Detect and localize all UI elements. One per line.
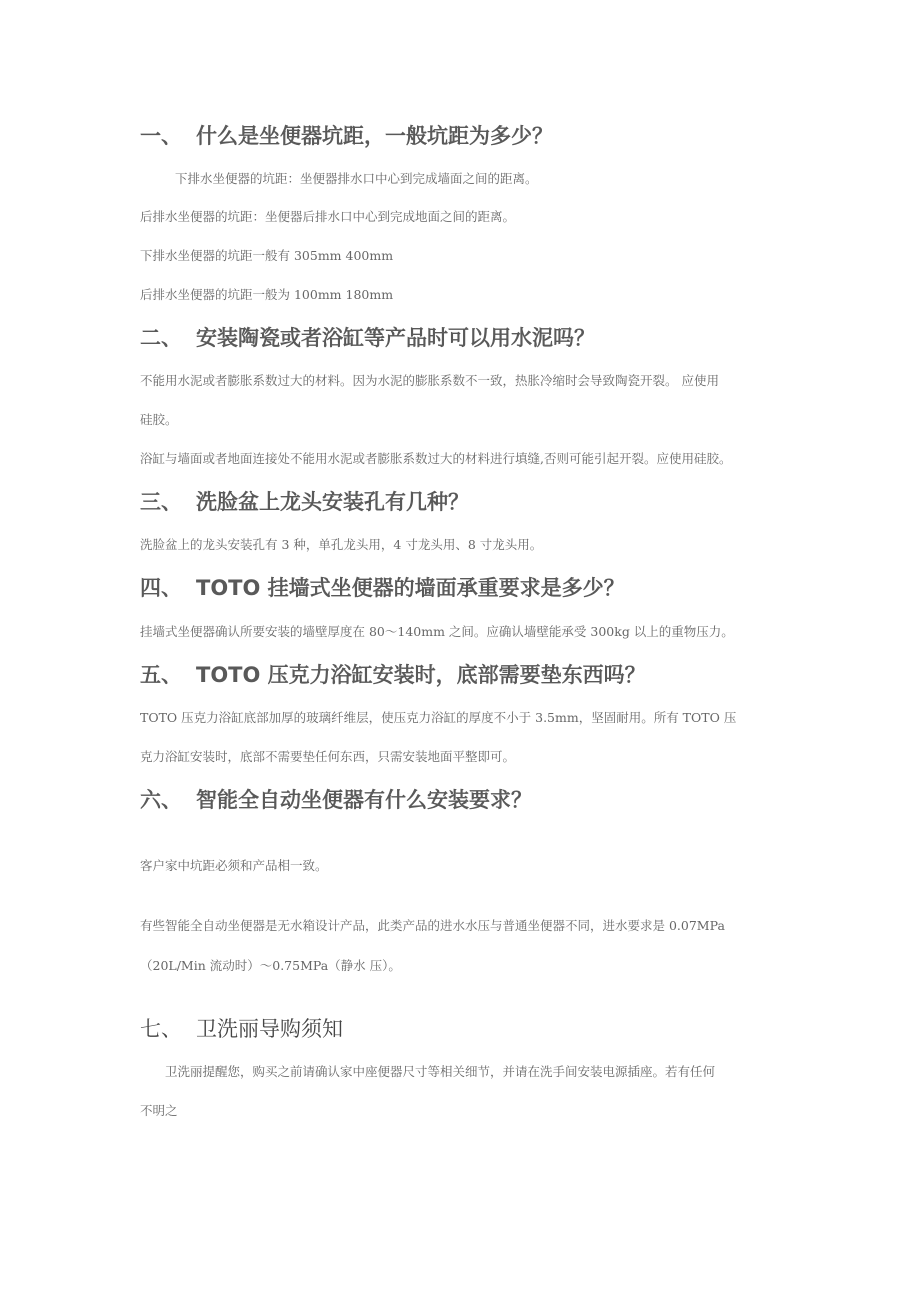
section-4-heading: [140, 574, 625, 602]
section-4-para-1: 挂墙式坐便器确认所要安装的墙壁厚度在 80～140mm 之间。应确认墙壁能承受 300kg 以上的重物压力。: [140, 624, 734, 639]
section-1-para-3: 下排水坐便器的坑距一般有 305mm 400mm: [140, 248, 394, 263]
section-3-heading: [140, 488, 469, 516]
section-7-title: 卫洗丽导购须知: [196, 1017, 343, 1041]
section-1-number: 一、: [140, 124, 182, 148]
section-1-title: 什么是坐便器坑距，一般坑距为多少？: [196, 124, 553, 148]
section-3-title: 洗脸盆上龙头安装孔有几种？: [196, 490, 469, 514]
section-1-para-2: 后排水坐便器的坑距：坐便器后排水口中心到完成地面之间的距离。: [140, 209, 516, 224]
section-5-para-2: 克力浴缸安装时，底部不需要垫任何东西，只需安装地面平整即可。: [140, 749, 516, 764]
section-7-para-2: 不明之: [140, 1103, 178, 1118]
section-6-heading: [140, 786, 532, 814]
section-1-heading: [140, 122, 553, 150]
section-5-heading: [140, 661, 646, 689]
section-2-para-1: 不能用水泥或者膨胀系数过大的材料。因为水泥的膨胀系数不一致，热胀冷缩时会导致陶瓷开裂。 应使用: [140, 373, 719, 388]
section-2-para-3: 浴缸与墙面或者地面连接处不能用水泥或者膨胀系数过大的材料进行填缝,否则可能引起开裂。应使用硅胶。: [140, 451, 732, 466]
section-4-title: TOTO 挂墙式坐便器的墙面承重要求是多少？: [196, 576, 625, 600]
section-5-number: 五、: [140, 663, 182, 687]
section-2-para-2: 硅胶。: [140, 412, 178, 427]
section-2-heading: [140, 324, 595, 352]
section-6-para-2: 有些智能全自动坐便器是无水箱设计产品，此类产品的进水水压与普通坐便器不同，进水要求是 0.07MPa: [140, 918, 725, 933]
section-5-title: TOTO 压克力浴缸安装时，底部需要垫东西吗？: [196, 663, 646, 687]
section-6-para-3: （20L/Min 流动时）～0.75MPa（静水 压）。: [140, 958, 401, 973]
section-5-para-1: TOTO 压克力浴缸底部加厚的玻璃纤维层，使压克力浴缸的厚度不小于 3.5mm，坚固耐用。所有 TOTO 压: [140, 710, 737, 725]
section-4-number: 四、: [140, 576, 182, 600]
section-3-number: 三、: [140, 490, 182, 514]
section-2-number: 二、: [140, 326, 182, 350]
section-6-para-1: 客户家中坑距必须和产品相一致。: [140, 858, 328, 873]
section-1-para-4: 后排水坐便器的坑距一般为 100mm 180mm: [140, 287, 394, 302]
section-6-title: 智能全自动坐便器有什么安装要求？: [196, 788, 532, 812]
section-1-para-1: 下排水坐便器的坑距：坐便器排水口中心到完成墙面之间的距离。: [175, 171, 538, 186]
section-7-para-1: 卫洗丽提醒您，购买之前请确认家中座便器尺寸等相关细节，并请在洗手间安装电源插座。若有任何: [165, 1064, 716, 1079]
section-6-number: 六、: [140, 788, 182, 812]
section-7-number: 七、: [140, 1017, 182, 1041]
section-2-title: 安装陶瓷或者浴缸等产品时可以用水泥吗？: [196, 326, 595, 350]
section-7-heading: [140, 1015, 343, 1043]
section-3-para-1: 洗脸盆上的龙头安装孔有 3 种，单孔龙头用，4 寸龙头用、8 寸龙头用。: [140, 537, 543, 552]
